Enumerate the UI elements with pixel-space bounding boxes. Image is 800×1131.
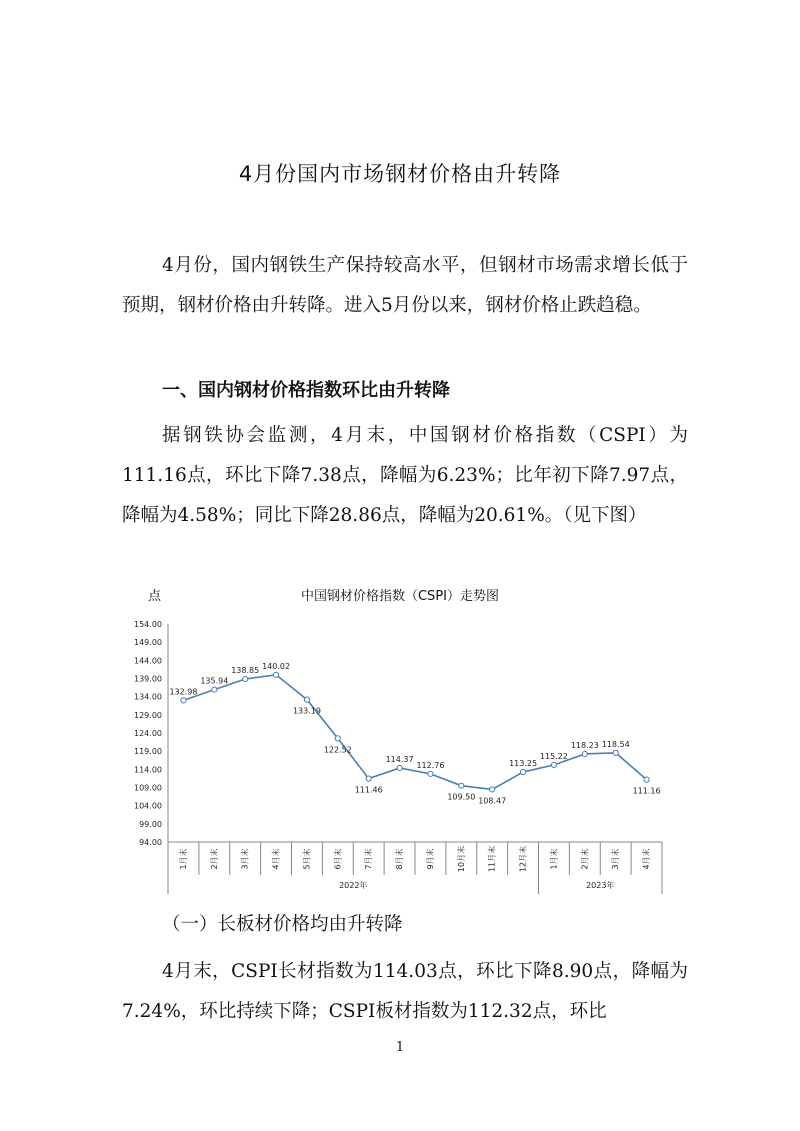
data-label: 138.85 (231, 666, 260, 676)
group-label: 2023年 (586, 881, 615, 890)
page-title: 4月份国内市场钢材价格由升转降 (238, 162, 562, 186)
data-label: 133.19 (292, 706, 321, 716)
page-number: 1 (395, 1040, 405, 1055)
x-tick-label: 6月末 (333, 848, 343, 870)
data-label: 132.98 (169, 687, 198, 697)
y-tick-label: 99.00 (139, 819, 162, 829)
x-tick-label: 10月末 (456, 845, 466, 873)
data-label: 115.22 (539, 751, 568, 761)
x-tick-label: 4月末 (271, 848, 281, 870)
data-label: 108.47 (478, 796, 507, 806)
y-tick-label: 144.00 (134, 656, 162, 666)
data-label: 112.76 (416, 760, 445, 770)
data-point (304, 697, 309, 702)
y-tick-label: 139.00 (134, 674, 162, 684)
x-tick-label: 7月末 (364, 848, 374, 870)
chart-y-unit: 点 (148, 589, 162, 604)
data-point (551, 762, 556, 767)
data-point (490, 787, 495, 792)
x-tick-label: 5月末 (302, 848, 312, 870)
section-body-paragraph: 据钢铁协会监测，4月末，中国钢材价格指数（CSPI）为111.16点，环比下降7.38点，降幅为6.23%；比年初下降7.97点，降幅为4.58%；同比下降28.86点，降幅为20.61%。（见下图） (122, 425, 688, 526)
y-tick-label: 94.00 (139, 838, 162, 847)
data-point (397, 765, 402, 770)
data-point (273, 672, 278, 677)
x-tick-label: 11月末 (487, 845, 497, 873)
x-tick-label: 4月末 (642, 848, 652, 870)
x-tick-label: 3月末 (611, 848, 621, 870)
y-tick-label: 129.00 (134, 710, 162, 720)
data-label: 118.23 (570, 740, 599, 750)
y-tick-label: 149.00 (134, 638, 162, 648)
data-point (181, 698, 186, 703)
chart-title: 中国钢材价格指数（CSPI）走势图 (300, 589, 499, 604)
data-label: 114.37 (385, 754, 414, 764)
data-point (613, 750, 618, 755)
data-label: 140.02 (262, 661, 291, 671)
x-tick-label: 3月末 (240, 848, 250, 870)
data-label: 118.54 (601, 739, 630, 749)
data-point (520, 769, 525, 774)
x-tick-label: 12月末 (518, 845, 528, 873)
data-point (366, 776, 371, 781)
data-point (243, 676, 248, 681)
data-point (644, 777, 649, 782)
x-tick-label: 2月末 (580, 848, 590, 870)
group-label: 2022年 (339, 881, 368, 890)
subsection-heading: （一）长板材价格均由升转降 (162, 914, 403, 935)
section-heading: 一、国内钢材价格指数环比由升转降 (162, 380, 450, 401)
data-label: 111.16 (632, 786, 661, 796)
data-label: 113.25 (509, 759, 538, 769)
y-tick-label: 104.00 (134, 801, 162, 811)
x-tick-label: 1月末 (549, 848, 559, 870)
subsection-body-paragraph: 4月末，CSPI长材指数为114.03点，环比下降8.90点，降幅为7.24%，环比持续下降；CSPI板材指数为112.32点，环比 (122, 961, 688, 1022)
x-tick-label: 1月末 (178, 848, 188, 870)
data-point (335, 736, 340, 741)
data-label: 122.52 (323, 745, 352, 755)
data-point (212, 687, 217, 692)
data-label: 111.46 (354, 785, 383, 795)
data-point (428, 771, 433, 776)
y-tick-label: 109.00 (134, 783, 162, 793)
y-tick-label: 119.00 (134, 747, 162, 757)
intro-paragraph: 4月份，国内钢铁生产保持较高水平，但钢材市场需求增长低于预期，钢材价格由升转降。进入5月份以来，钢材价格止跌趋稳。 (122, 255, 688, 316)
y-tick-label: 114.00 (134, 765, 162, 775)
y-tick-label: 124.00 (134, 729, 162, 738)
x-tick-label: 2月末 (209, 848, 219, 870)
data-point (582, 751, 587, 756)
x-tick-label: 8月末 (395, 848, 405, 870)
series-line (183, 675, 646, 790)
y-tick-label: 154.00 (134, 620, 162, 629)
x-tick-label: 9月末 (425, 848, 435, 870)
data-point (459, 783, 464, 788)
data-label: 109.50 (447, 792, 476, 802)
y-tick-label: 134.00 (134, 692, 162, 702)
data-label: 135.94 (200, 676, 229, 686)
